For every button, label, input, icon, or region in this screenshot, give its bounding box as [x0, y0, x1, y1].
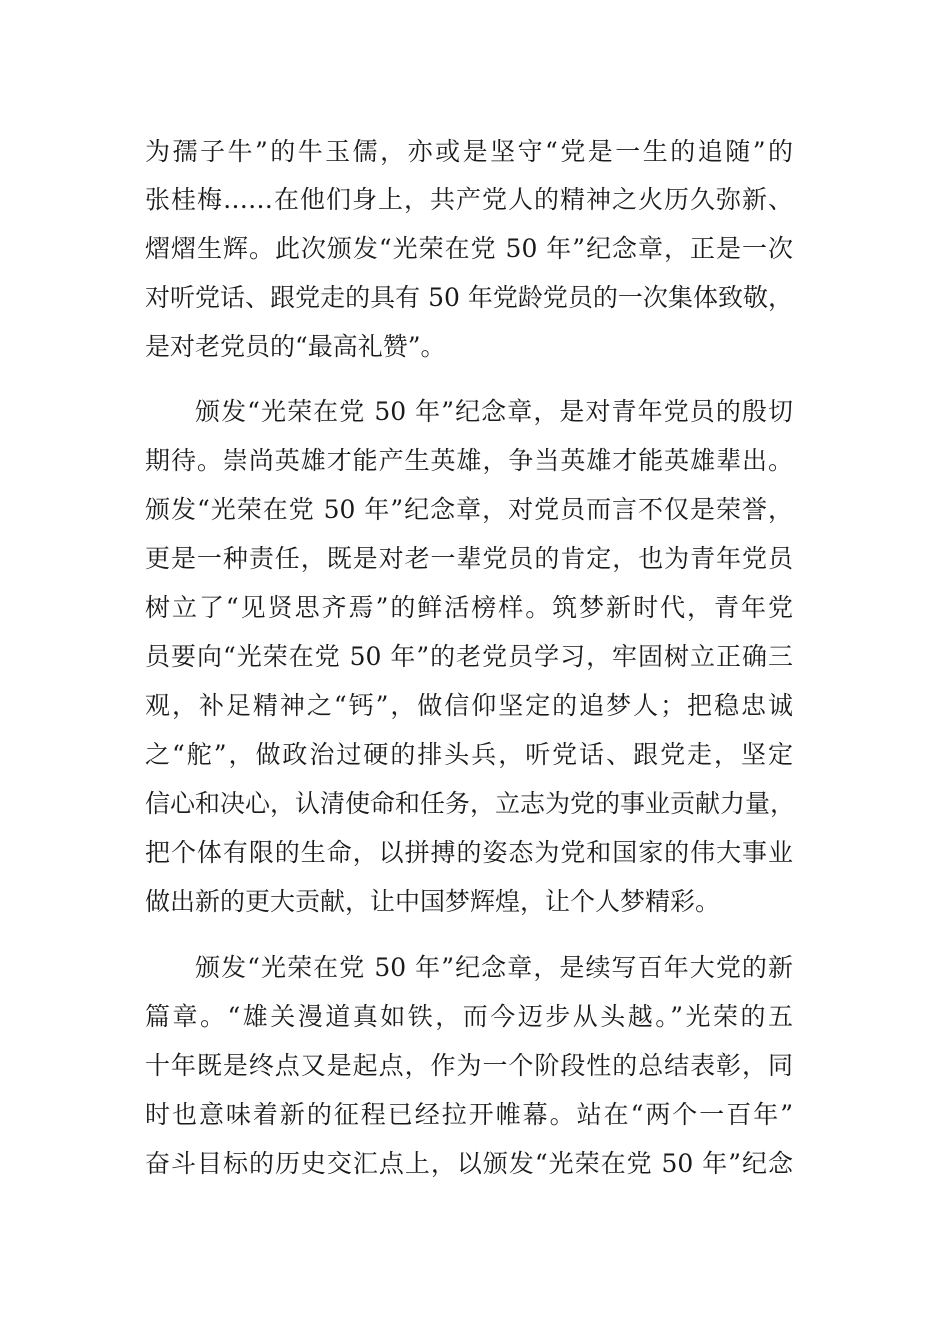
paragraph-line: 颁发“光荣在党 50 年”纪念章，是续写百年大党的新: [195, 953, 793, 982]
paragraph-line: 时也意味着新的征程已经拉开帷幕。站在“两个一百年”: [145, 1100, 793, 1129]
paragraph-line: 奋斗目标的历史交汇点上，以颁发“光荣在党 50 年”纪念: [145, 1149, 793, 1178]
paragraph-line: 张桂梅……在他们身上，共产党人的精神之火历久弥新、: [145, 185, 793, 214]
paragraph-line: 是对老党员的“最高礼赞”。: [145, 332, 446, 361]
paragraph-line: 树立了“见贤思齐焉”的鲜活榜样。筑梦新时代，青年党: [145, 593, 793, 622]
paragraph-line: 做出新的更大贡献，让中国梦辉煌，让个人梦精彩。: [145, 887, 721, 916]
paragraph-line: 颁发“光荣在党 50 年”纪念章，是对青年党员的殷切: [195, 397, 793, 426]
paragraph-line: 更是一种责任，既是对老一辈党员的肯定，也为青年党员: [145, 544, 793, 573]
paragraph-line: 之“舵”，做政治过硬的排头兵，听党话、跟党走，坚定: [145, 740, 793, 769]
paragraph-line: 对听党话、跟党走的具有 50 年党龄党员的一次集体致敬，: [145, 283, 793, 312]
paragraph-line: 期待。崇尚英雄才能产生英雄，争当英雄才能英雄辈出。: [145, 446, 793, 475]
paragraph-line: 十年既是终点又是起点，作为一个阶段性的总结表彰，同: [145, 1051, 793, 1080]
paragraph-line: 观，补足精神之“钙”，做信仰坚定的追梦人；把稳忠诚: [145, 691, 793, 720]
paragraph-line: 颁发“光荣在党 50 年”纪念章，对党员而言不仅是荣誉，: [145, 495, 793, 524]
paragraph-line: 熠熠生辉。此次颁发“光荣在党 50 年”纪念章，正是一次: [145, 234, 793, 263]
paragraph-line: 信心和决心，认清使命和任务，立志为党的事业贡献力量，: [145, 789, 796, 818]
paragraph-line: 篇章。“雄关漫道真如铁，而今迈步从头越。”光荣的五: [145, 1002, 793, 1031]
paragraph-line: 把个体有限的生命，以拼搏的姿态为党和国家的伟大事业: [145, 838, 793, 867]
paragraph-line: 为孺子牛”的牛玉儒，亦或是坚守“党是一生的追随”的: [145, 137, 793, 166]
paragraph-line: 员要向“光荣在党 50 年”的老党员学习，牢固树立正确三: [145, 642, 793, 671]
